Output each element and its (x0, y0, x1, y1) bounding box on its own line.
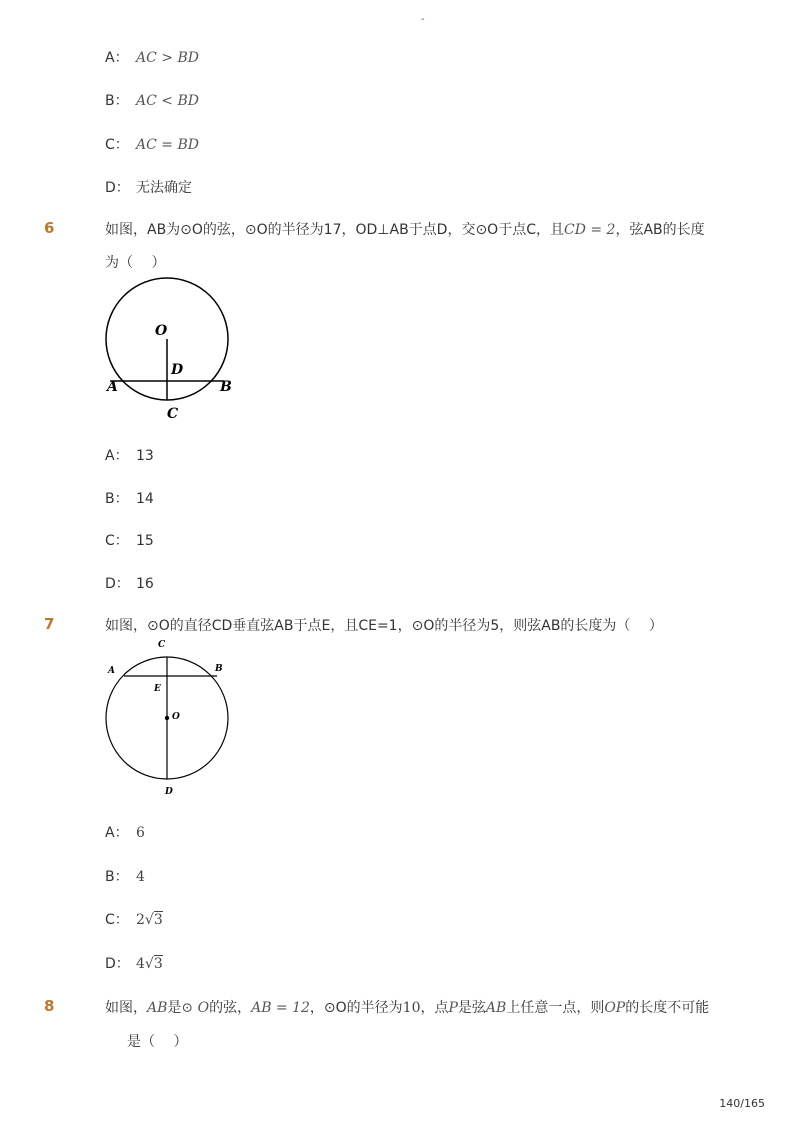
q7-label-c: C (158, 640, 166, 650)
q5-option-d[interactable] (105, 177, 192, 197)
q8-text-part: ，点 (420, 1000, 449, 1016)
option-label: B： (105, 491, 129, 507)
option-text: AC > BD (136, 50, 199, 66)
q6-option-c[interactable] (105, 530, 154, 550)
radicand: 3 (153, 956, 163, 972)
q8-number: 8 (44, 997, 55, 1015)
q8-text-line2: 是（ ） (127, 1034, 188, 1050)
q6-text-line1 (105, 219, 705, 239)
radicand: 3 (153, 912, 163, 928)
q6-label-o: O (155, 323, 168, 339)
option-label: A： (105, 50, 129, 66)
q8-math: OP (604, 1000, 626, 1016)
option-text: AC < BD (136, 93, 199, 109)
q8-text-part: 是 (167, 1000, 182, 1016)
option-label: A： (105, 448, 129, 464)
option-text: 14 (136, 491, 154, 507)
option-label: B： (105, 93, 129, 109)
q8-text-part: 的长度不可能 (625, 1000, 710, 1016)
sqrt-icon: √ (144, 956, 154, 972)
q7-number: 7 (44, 615, 55, 633)
q6-label-b: B (220, 379, 232, 395)
q6-number: 6 (44, 219, 55, 237)
q7-figure (100, 636, 240, 801)
q7-label-a: A (108, 666, 115, 676)
option-label: B： (105, 869, 129, 885)
q8-text-part: 上任意一点，则 (506, 1000, 605, 1016)
option-label: C： (105, 533, 129, 549)
q8-text-part: 如图， (105, 1000, 147, 1016)
q5-option-c[interactable] (105, 134, 199, 154)
option-label: D： (105, 576, 130, 592)
q6-text-part: 如图，AB为⊙O的弦，⊙O的半径为17，OD⊥AB于点D，交⊙O于点C，且 (105, 222, 564, 238)
coefficient: 4 (136, 956, 145, 972)
q8-text-line1 (105, 997, 709, 1017)
q7-label-e: E (154, 684, 161, 694)
top-mark: - (421, 14, 425, 25)
coefficient: 2 (136, 912, 145, 928)
q8-text-part: ，⊙O的半径为 (309, 1000, 403, 1016)
option-label: A： (105, 825, 129, 841)
q7-label-d: D (165, 787, 173, 797)
option-text: 无法确定 (136, 180, 192, 196)
q7-label-o: O (172, 712, 180, 722)
option-label: C： (105, 137, 129, 153)
option-text: AC = BD (136, 137, 199, 153)
sqrt-icon: √ (144, 912, 154, 928)
q5-option-a[interactable] (105, 47, 199, 67)
q5-option-b[interactable] (105, 90, 199, 110)
q6-math: CD = 2 (563, 222, 616, 238)
q7-text: 如图，⊙O的直径CD垂直弦AB于点E，且CE=1，⊙O的半径为5，则弦AB的长度为（ ） (105, 618, 663, 634)
q8-math: AB = 12 (251, 1000, 310, 1016)
q6-text-part: ，弦AB的长度 (615, 222, 705, 238)
q7-label-b: B (215, 664, 223, 674)
q6-label-c: C (167, 406, 179, 422)
option-text: 13 (136, 448, 154, 464)
option-label: D： (105, 180, 130, 196)
q6-option-d[interactable] (105, 573, 154, 593)
q6-label-a: A (107, 379, 118, 395)
q8-text-part: 的弦， (209, 1000, 252, 1016)
q7-center-dot (165, 716, 169, 720)
q8-text-part: 是弦 (457, 1000, 486, 1016)
page-number: 140/165 (719, 1097, 765, 1110)
q6-label-d: D (171, 362, 184, 378)
q7-option-c[interactable] (105, 909, 163, 929)
q6-option-b[interactable] (105, 488, 154, 508)
option-label: C： (105, 912, 129, 928)
q7-option-b[interactable] (105, 866, 145, 886)
option-text: 15 (136, 533, 154, 549)
q7-option-d[interactable] (105, 953, 163, 973)
option-text: 4 (136, 869, 145, 885)
q7-option-a[interactable] (105, 822, 145, 842)
option-text: 16 (136, 576, 154, 592)
q6-figure (100, 275, 240, 425)
q8-math: AB (485, 1000, 507, 1016)
q8-math: ⊙ O (181, 1000, 210, 1016)
q6-option-a[interactable] (105, 445, 154, 465)
q8-math: AB (147, 1000, 168, 1016)
option-label: D： (105, 956, 130, 972)
q8-math: P (448, 1000, 458, 1016)
option-text: 6 (136, 825, 145, 841)
option-math (136, 955, 163, 972)
option-math (136, 911, 163, 928)
q8-math: 10 (402, 1000, 421, 1016)
q6-text-line2: 为（ ） (105, 255, 166, 271)
